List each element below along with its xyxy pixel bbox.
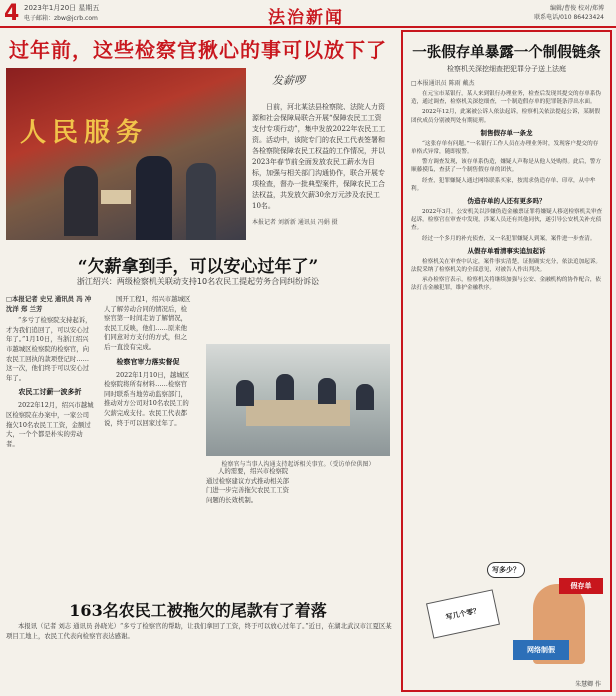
- paragraph: “多亏了检察院支持起诉，才为我们追回了，可以安心过年了。”1月10日，当浙江绍兴市越城区检察院的检察官，向农民工回执的款项登记时……这一次，他们终于可以安心过年了。: [6, 316, 92, 382]
- lead-photo: [6, 68, 246, 240]
- cartoon-sign: 假存单: [559, 578, 603, 594]
- paragraph: 警方调查发现，该存单系伪造，嫌疑人声称是从他人处购得。此后，警方顺藤摸瓜，查获了一个制售假存单的团伙。: [411, 159, 602, 174]
- subheading: 从假存单看清事实追加起诉: [467, 246, 546, 255]
- paragraph: 2022年3月，公安机关以涉嫌伪造金融票证罪将嫌疑人移送检察机关审查起诉。检察官在审查中发现，涉案人员还有其他同伙，遂引导公安机关补充侦查。: [411, 209, 603, 232]
- photo-banner-text: 人民服务: [20, 118, 149, 148]
- subheading: 检察官审力落实督促: [116, 357, 180, 366]
- cartoon-illustration: [417, 562, 603, 688]
- article-photo: [206, 344, 390, 456]
- paragraph: 人的需要，绍兴市检察院通过检察建议方式推动相关部门进一步完善拖欠农民工工资问题的长效机制。: [206, 467, 290, 504]
- paragraph: 2022年12月，绍兴市越城区检察院在办案中，一家公司拖欠10名农民工工资，金额过大，一个个都是朴实的劳动者。: [6, 401, 94, 448]
- photo-person: [356, 384, 374, 410]
- page-number: 4: [4, 1, 20, 26]
- speech-bubble: 写多少？: [487, 562, 525, 578]
- paragraph: 检察机关在审查中认定，案件事实清楚，证据确实充分，依法追加起诉。法院采纳了检察机关的全部意见，对被告人作出判决。: [411, 258, 602, 274]
- paragraph: 本报讯（记者 刘志 通讯员 孙晓光）“多亏了检察官的帮助，让我们拿回了工资，终于可以放心过年了。”近日，在湖北武汉市江夏区某项目工地上，农民工代表向检察官表达感谢。: [6, 622, 392, 640]
- byline: □本报记者 史兄 通讯员 冯 冲 沈洋 郑 兰芳: [6, 295, 92, 313]
- paragraph: 经过一个多月的补充侦查，又一名犯罪嫌疑人到案，案件进一步查清。: [422, 235, 596, 242]
- cartoon-box: 网络制假: [513, 640, 569, 660]
- photo-person: [186, 163, 216, 240]
- article-column: [6, 295, 94, 593]
- paragraph: 在元宝市某银行，某人来到银行办理业务，检查后发现其提交的存单系伪造，通过调查，检察机关深挖细查，一个制造假存单的犯罪链条浮出水面。: [411, 91, 602, 106]
- editor-line: 编辑/曹俊 校对/郑博: [550, 5, 604, 12]
- contact-email: 电子邮箱：zbw@jcrb.com: [24, 15, 98, 22]
- article-column: [104, 295, 192, 593]
- issue-date: 2023年1月20日 星期五: [24, 4, 100, 12]
- feature-byline: □本报通讯员 陈雨 戴杰: [411, 80, 475, 87]
- photo-person: [236, 380, 254, 406]
- paragraph: 2022年1月10日，越城区检察院将所有材料……检察官同时联系当地劳动监察部门，推动对方公司对10名农民工的欠薪完成支付。农民工代表都说，终于可以回家过年了。: [104, 370, 190, 427]
- subheading: 制售假存单一条龙: [480, 128, 533, 137]
- photo-person: [64, 166, 98, 236]
- fake-card: 写几个零？: [426, 589, 500, 638]
- editor-phone: 联系电话/010 86423424: [534, 14, 604, 21]
- photo-person: [276, 374, 294, 400]
- subheading: 农民工讨薪一波多折: [18, 388, 82, 397]
- editor-info: [534, 4, 604, 22]
- photo-person: [318, 378, 336, 404]
- feature-body: [411, 90, 602, 293]
- article-headline: “欠薪拿到手，可以安心过年了”: [77, 257, 319, 277]
- article-column: [6, 622, 392, 692]
- feature-headline: 一张假存单暴露一个制假链条: [412, 44, 601, 61]
- paragraph: 国开工程1，绍兴市越城区人了解劳动合同的情况后，检察官第一时间走访了解情况，农民工反映，他们……原来他们同意对方支付的方式，但之后一直没有完成。: [104, 295, 191, 351]
- photo-credit: 本报记者 刘新新 通讯员 冯娟 摄: [252, 219, 338, 226]
- paragraph: 2022年12月，此案被公诉人依法起诉，检察机关依法提起公诉，某制假团伙成员分别被判处有期徒刑。: [411, 109, 600, 124]
- article-column: [206, 467, 294, 593]
- cartoon-credit: 朱慧卿 作: [575, 681, 601, 688]
- photo-caption-text: 日前，河北某法县检察院、法院人力资源和社会保障局联合开展“保障农民工工资支付专项行动”，集中发放2022年农民工工资。活动中，该院专门的农民工代表签署和各检察院保障农民工权益的工作情况，并以2023年春节前全面发放农民工薪水为目标，加强与相关部门沟通协作，联合开展专项检查，督办一批典型案件，保障农民工合法权益，共发放欠薪30余万元涉及农民工10名。: [252, 103, 386, 210]
- article-headline-2: 163名农民工被拖欠的尾款有了着落: [69, 601, 327, 620]
- feature-box: [401, 30, 612, 692]
- masthead: [0, 0, 616, 28]
- paragraph: 承办检察官表示，检察机关将继续加强与公安、金融机构的协作配合，依法打击金融犯罪，维护金融秩序。: [411, 277, 602, 292]
- photo-caption: 检察官与当事人沟通支持起诉相关事宜。（受访单位供图）: [221, 461, 375, 468]
- photo-person: [136, 156, 172, 240]
- article-body-2: [6, 622, 392, 692]
- section-title: 法治新闻: [268, 8, 344, 28]
- handwritten-caption: 发薪啰: [272, 74, 305, 87]
- paragraph: 经查，犯罪嫌疑人通过网络联系买家，按需求伪造存单、印章，从中牟利。: [411, 177, 596, 192]
- feature-subhead: 检察机关深挖细查把犯罪分子送上法庭: [447, 65, 566, 73]
- paragraph: “这张存单有问题。”一名银行工作人员在办理业务时，发现客户提交的存单格式异常，随即报警。: [411, 140, 599, 156]
- photo-cash: [101, 190, 131, 204]
- photo-caption-column: [252, 72, 388, 227]
- article-subhead: 浙江绍兴：两级检察机关联动支持10名农民工提起劳务合同纠纷诉讼: [76, 277, 320, 286]
- lead-headline: 过年前，这些检察官揪心的事可以放下了: [9, 38, 387, 62]
- subheading: 伪造存单的人还有更多吗？: [467, 197, 546, 206]
